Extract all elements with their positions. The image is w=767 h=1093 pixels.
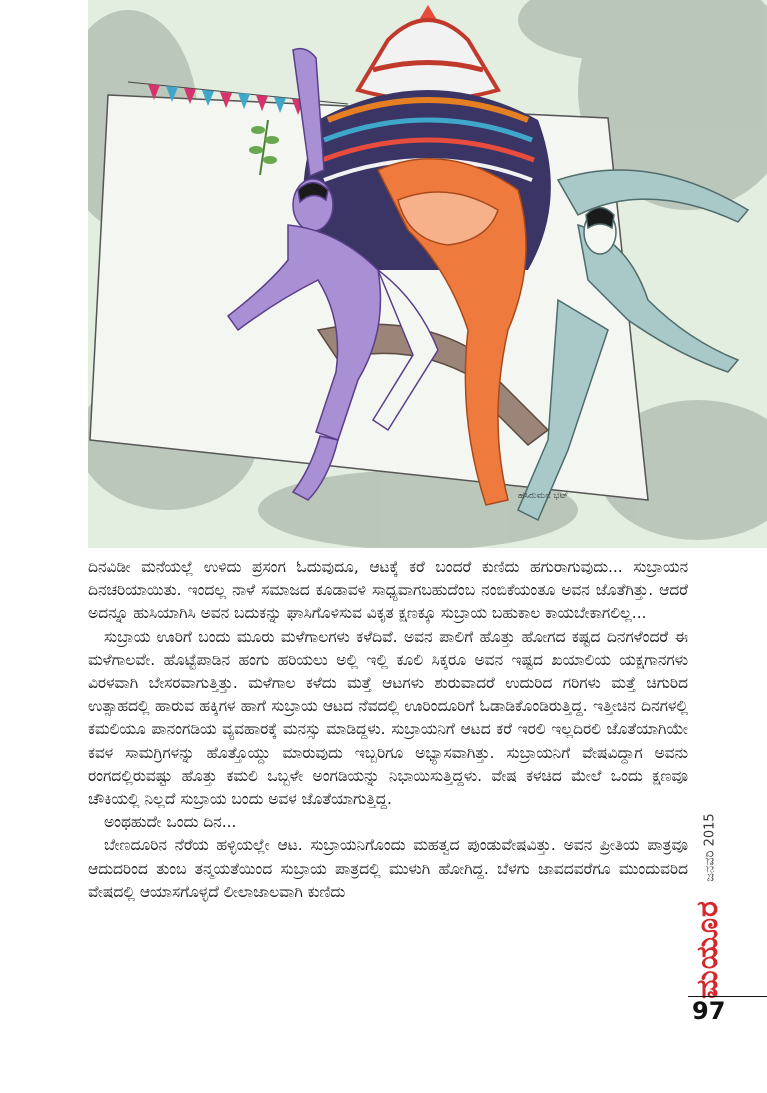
- paragraph-4: ಬೇಣದೂರಿನ ನೆರೆಯ ಹಳ್ಳಿಯಲ್ಲೇ ಆಟ. ಸುಬ್ರಾಯನಿಗೊಂದು ಮಹತ್ವದ ಪುಂಡುವೇಷವಿತ್ತು. ಅವನ ಪ್ರೀತಿಯ ಪಾತ್ರವೂ ಆದುದರಿಂದ ತುಂಬ ತನ್ಮಯತೆಯಿಂದ ಸುಬ್ರಾಯ ಪಾತ್ರದಲ್ಲಿ ಮುಳುಗಿ ಹೋಗಿದ್ದ. ಬೆಳಗು ಜಾವದವರೆಗೂ ಮುಂದುವರಿದ ವೇಷದಲ್ಲಿ ಆಯಾಸಗೊಳ್ಳದೆ ಲೀಲಾಜಾಲವಾಗಿ ಕುಣಿದು: [88, 836, 688, 901]
- story-illustration: [88, 0, 767, 548]
- magazine-masthead: [689, 899, 725, 999]
- issue-date-text: ಜನವರಿ 2015: [702, 813, 718, 882]
- issue-date: [700, 800, 720, 895]
- masthead-text: ಮಯೂರ: [689, 899, 725, 999]
- paragraph-3: ಅಂಥಹುದೇ ಒಂದು ದಿನ...: [104, 813, 237, 832]
- artist-signature: ಹಸಿರುಮನೆ ಭಟ್: [518, 491, 569, 501]
- paragraph-2: ಸುಬ್ರಾಯ ಊರಿಗೆ ಬಂದು ಮೂರು ಮಳೆಗಾಲಗಳು ಕಳೆದಿವೆ. ಅವನ ಪಾಲಿಗೆ ಹೊತ್ತು ಹೋಗದ ಕಷ್ಟದ ದಿನಗಳೆಂದರೆ ಈ ಮಳೆಗಾಲವೇ. ಹೊಟ್ಟೆಪಾಡಿನ ಹಂಗು ಹರಿಯಲು ಅಲ್ಲಿ ಇಲ್ಲಿ ಕೂಲಿ ಸಿಕ್ಕರೂ ಅವನ ಇಷ್ಟದ ಖಯಾಲಿಯ ಯಕ್ಷಗಾನಗಳು ವಿರಳವಾಗಿ ಬೇಸರವಾಗುತ್ತಿತ್ತು. ಮಳೆಗಾಲ ಕಳೆದು ಮತ್ತೆ ಆಟಗಳು ಶುರುವಾದರೆ ಉದುರಿದ ಗರಿಗಳು ಮತ್ತೆ ಚಿಗುರಿದ ಉತ್ಸಾಹದಲ್ಲಿ ಹಾರುವ ಹಕ್ಕಿಗಳ ಹಾಗೆ ಸುಬ್ರಾಯ ಆಟದ ನೆವದಲ್ಲಿ ಊರಿಂದೂರಿಗೆ ಓಡಾಡಿಕೊಂಡಿರುತ್ತಿದ್ದ. ಇತ್ತೀಚಿನ ದಿನಗಳಲ್ಲಿ ಕಮಲಿಯೂ ಪಾನಂಗಡಿಯ ವ್ಯವಹಾರಕ್ಕೆ ಮನಸ್ಸು ಮಾಡಿದ್ದಳು. ಸುಬ್ರಾಯನಿಗೆ ಆಟದ ಕರೆ ಇರಲಿ ಇಲ್ಲದಿರಲಿ ಜೊತೆಯಾಗಿಯೇ ಕವಳ ಸಾಮಗ್ರಿಗಳನ್ನು ಹೊತ್ತೊಯ್ದು ಮಾರುವುದು ಇಬ್ಬರಿಗೂ ಅಭ್ಯಾಸವಾಗಿತ್ತು. ಸುಬ್ರಾಯನಿಗೆ ವೇಷವಿದ್ದಾಗ ಅವನು ರಂಗದಲ್ಲಿರುವಷ್ಟು ಹೊತ್ತು ಕಮಲಿ ಒಬ್ಬಳೇ ಅಂಗಡಿಯನ್ನು ನಿಭಾಯಿಸುತ್ತಿದ್ದಳು. ವೇಷ ಕಳಚಿದ ಮೇಲೆ ಒಂದು ಕ್ಷಣವೂ ಚೌಕಿಯಲ್ಲಿ ನಿಲ್ಲದೆ ಸುಬ್ರಾಯ ಬಂದು ಅವಳ ಜೊತೆಯಾಗುತ್ತಿದ್ದ.: [88, 627, 688, 809]
- page-number: 97: [692, 997, 726, 1025]
- yakshagana-dancers-drawing: [88, 0, 767, 548]
- article-body: [88, 556, 688, 904]
- paragraph-1: ದಿನವಿಡೀ ಮನೆಯಲ್ಲೆ ಉಳಿದು ಪ್ರಸಂಗ ಓದುವುದೂ, ಆಟಕ್ಕೆ ಕರೆ ಬಂದರೆ ಕುಣಿದು ಹಗುರಾಗುವುದು... ಸುಬ್ರಾಯನ ದಿನಚರಿಯಾಯಿತು. ಇಂದಲ್ಲ ನಾಳೆ ಸಮಾಜದ ಕೂಡಾವಳಿ ಸಾಧ್ಯವಾಗಬಹುದೆಂಬ ನಂಬಿಕೆಯಂತೂ ಅವನ ಜೊತೆಗಿತ್ತು. ಆದರೆ ಅದನ್ನೂ ಹುಸಿಯಾಗಿಸಿ ಅವನ ಬದುಕನ್ನು ಘಾಸಿಗೊಳಿಸುವ ವಿಕೃತ ಕ್ಷಣಕ್ಕೂ ಸುಬ್ರಾಯ ಬಹುಕಾಲ ಕಾಯಬೇಕಾಗಲಿಲ್ಲ...: [88, 558, 688, 623]
